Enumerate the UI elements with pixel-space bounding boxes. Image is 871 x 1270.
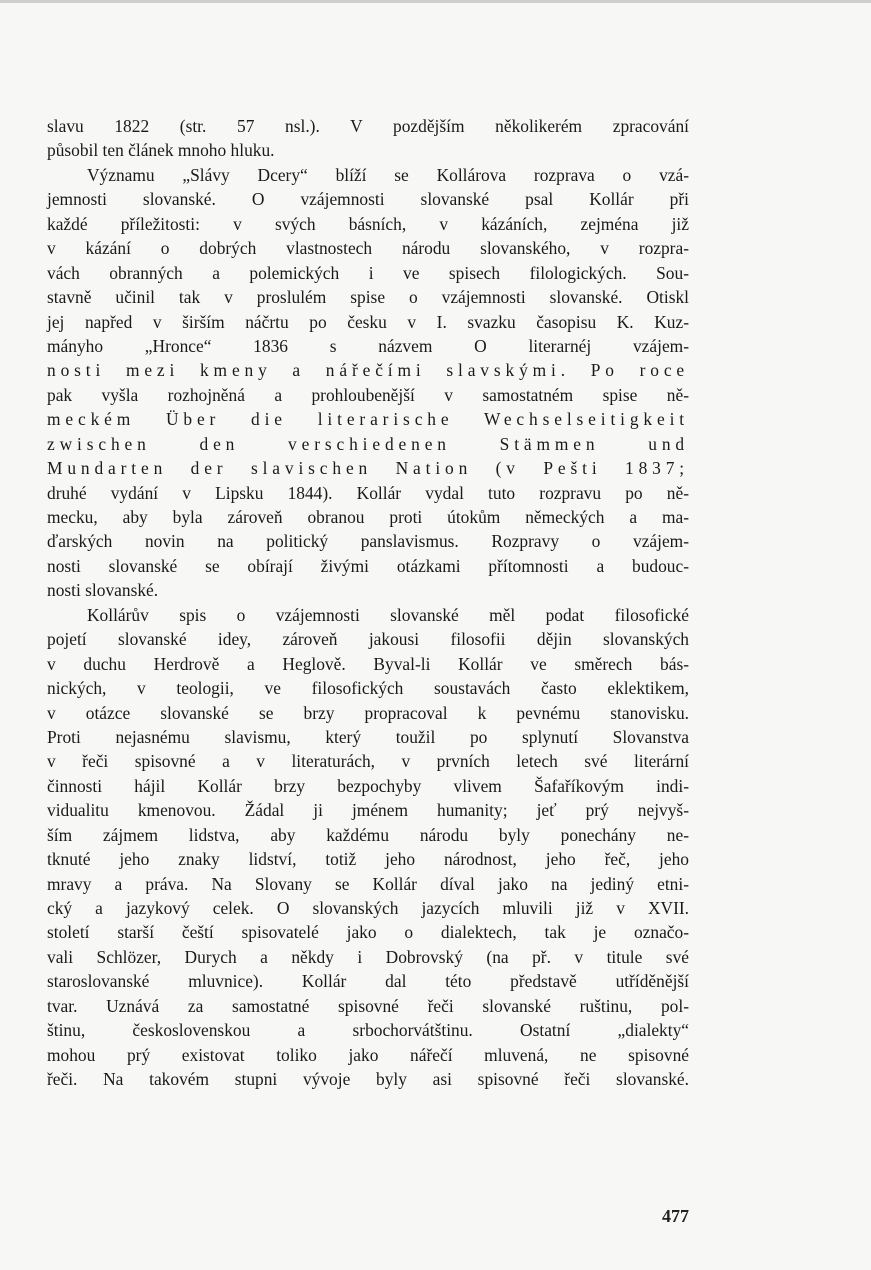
text-line: ším zájmem lidstva, aby každému národu byly ponechány ne- xyxy=(47,824,689,845)
text-line: nosti slovanské. xyxy=(47,580,159,601)
text-line: v otázce slovanské se brzy propracoval k pevnému stanovisku. xyxy=(47,702,689,723)
text-line: tknuté jeho znaky lidství, totiž jeho národnost, jeho řeč, jeho xyxy=(47,849,689,870)
text-line: v řeči spisovné a v literaturách, v prvních letech své literární xyxy=(47,751,689,772)
spaced-title-line: meckém Über die literarische Wechselseitigkeit xyxy=(47,409,689,430)
text-line: jej napřed v širším náčrtu po česku v I. svazku časopisu K. Kuz- xyxy=(47,311,689,332)
text-line: staroslovanské mluvnice). Kollár dal této představě utříděnější xyxy=(47,971,689,992)
text-line: působil ten článek mnoho hluku. xyxy=(47,140,275,161)
text-line: stavně učinil tak v proslulém spise o vzájemnosti slovanské. Otiskl xyxy=(47,287,689,308)
text-line: slavu 1822 (str. 57 nsl.). V pozdějším několikerém zpracování xyxy=(47,116,689,136)
body-text xyxy=(47,114,689,1092)
text-line: nických, v teologii, ve filosofických soustavách často eklektikem, xyxy=(47,678,689,699)
spaced-title-line: zwischen den verschiedenen Stämmen und xyxy=(47,433,689,454)
text-line: vidualitu kmenovou. Žádal ji jménem humanity; jeť prý nejvyš- xyxy=(47,800,689,821)
text-line: Proti nejasnému slavismu, který toužil po splynutí Slovanstva xyxy=(47,726,689,747)
text-line: činnosti hájil Kollár brzy bezpochyby vlivem Šafaříkovým indi- xyxy=(47,775,689,796)
paragraph-start-line: Kollárův spis o vzájemnosti slovanské měl podat filosofické xyxy=(87,604,689,625)
text-line: tvar. Uznává za samostatné spisovné řeči slovanské ruštinu, pol- xyxy=(47,995,689,1016)
text-line: mecku, aby byla zároveň obranou proti útokům německých a ma- xyxy=(47,507,689,527)
text-line: mohou prý existovat toliko jako nářečí mluvená, ne spisovné xyxy=(47,1044,689,1065)
text-line: štinu, československou a srbochorvátštinu. Ostatní „dialekty“ xyxy=(47,1020,689,1041)
text-line: v kázání o dobrých vlastnostech národu slovanského, v rozpra- xyxy=(47,238,689,259)
spaced-title-line: Mundarten der slavischen Nation (v Pešti 1837; xyxy=(47,458,689,479)
text-line: mravy a práva. Na Slovany se Kollár díval jako na jediný etni- xyxy=(47,873,689,894)
text-line: v duchu Herdrově a Heglově. Byval-li Kollár ve směrech bás- xyxy=(47,653,689,674)
text-line: pak vyšla rozhojněná a prohloubenější v samostatném spise ně- xyxy=(47,384,689,405)
text-line: řeči. Na takovém stupni vývoje byly asi spisovné řeči slovanské. xyxy=(47,1069,689,1090)
text-line: cký a jazykový celek. O slovanských jazycích mluvili již v XVII. xyxy=(47,898,689,918)
spaced-title-line: nosti mezi kmeny a nářečími slavskými. Po roce xyxy=(47,360,689,381)
text-line: vali Schlözer, Durych a někdy i Dobrovský (na př. v titule své xyxy=(47,946,689,967)
scan-top-edge xyxy=(0,0,871,3)
text-line: druhé vydání v Lipsku 1844). Kollár vydal tuto rozpravu po ně- xyxy=(47,482,689,503)
text-line: každé příležitosti: v svých básních, v kázáních, zejména již xyxy=(47,213,689,234)
text-line: mányho „Hronce“ 1836 s názvem O literarnéj vzájem- xyxy=(47,335,689,356)
text-line: století starší čeští spisovatelé jako o dialektech, tak je označo- xyxy=(47,922,689,943)
text-line: nosti slovanské se obírají živými otázkami přítomnosti a budouc- xyxy=(47,555,689,576)
text-line: ďarských novin na politický panslavismus. Rozpravy o vzájem- xyxy=(47,531,689,552)
page-number: 477 xyxy=(662,1206,689,1226)
text-line: jemnosti slovanské. O vzájemnosti slovanské psal Kollár při xyxy=(47,189,689,210)
text-line: vách obranných a polemických i ve spisech filologických. Sou- xyxy=(47,262,689,283)
paragraph-start-line: Významu „Slávy Dcery“ blíží se Kollárova rozprava o vzá- xyxy=(87,164,689,185)
text-line: pojetí slovanské idey, zároveň jakousi filosofii dějin slovanských xyxy=(47,629,689,650)
